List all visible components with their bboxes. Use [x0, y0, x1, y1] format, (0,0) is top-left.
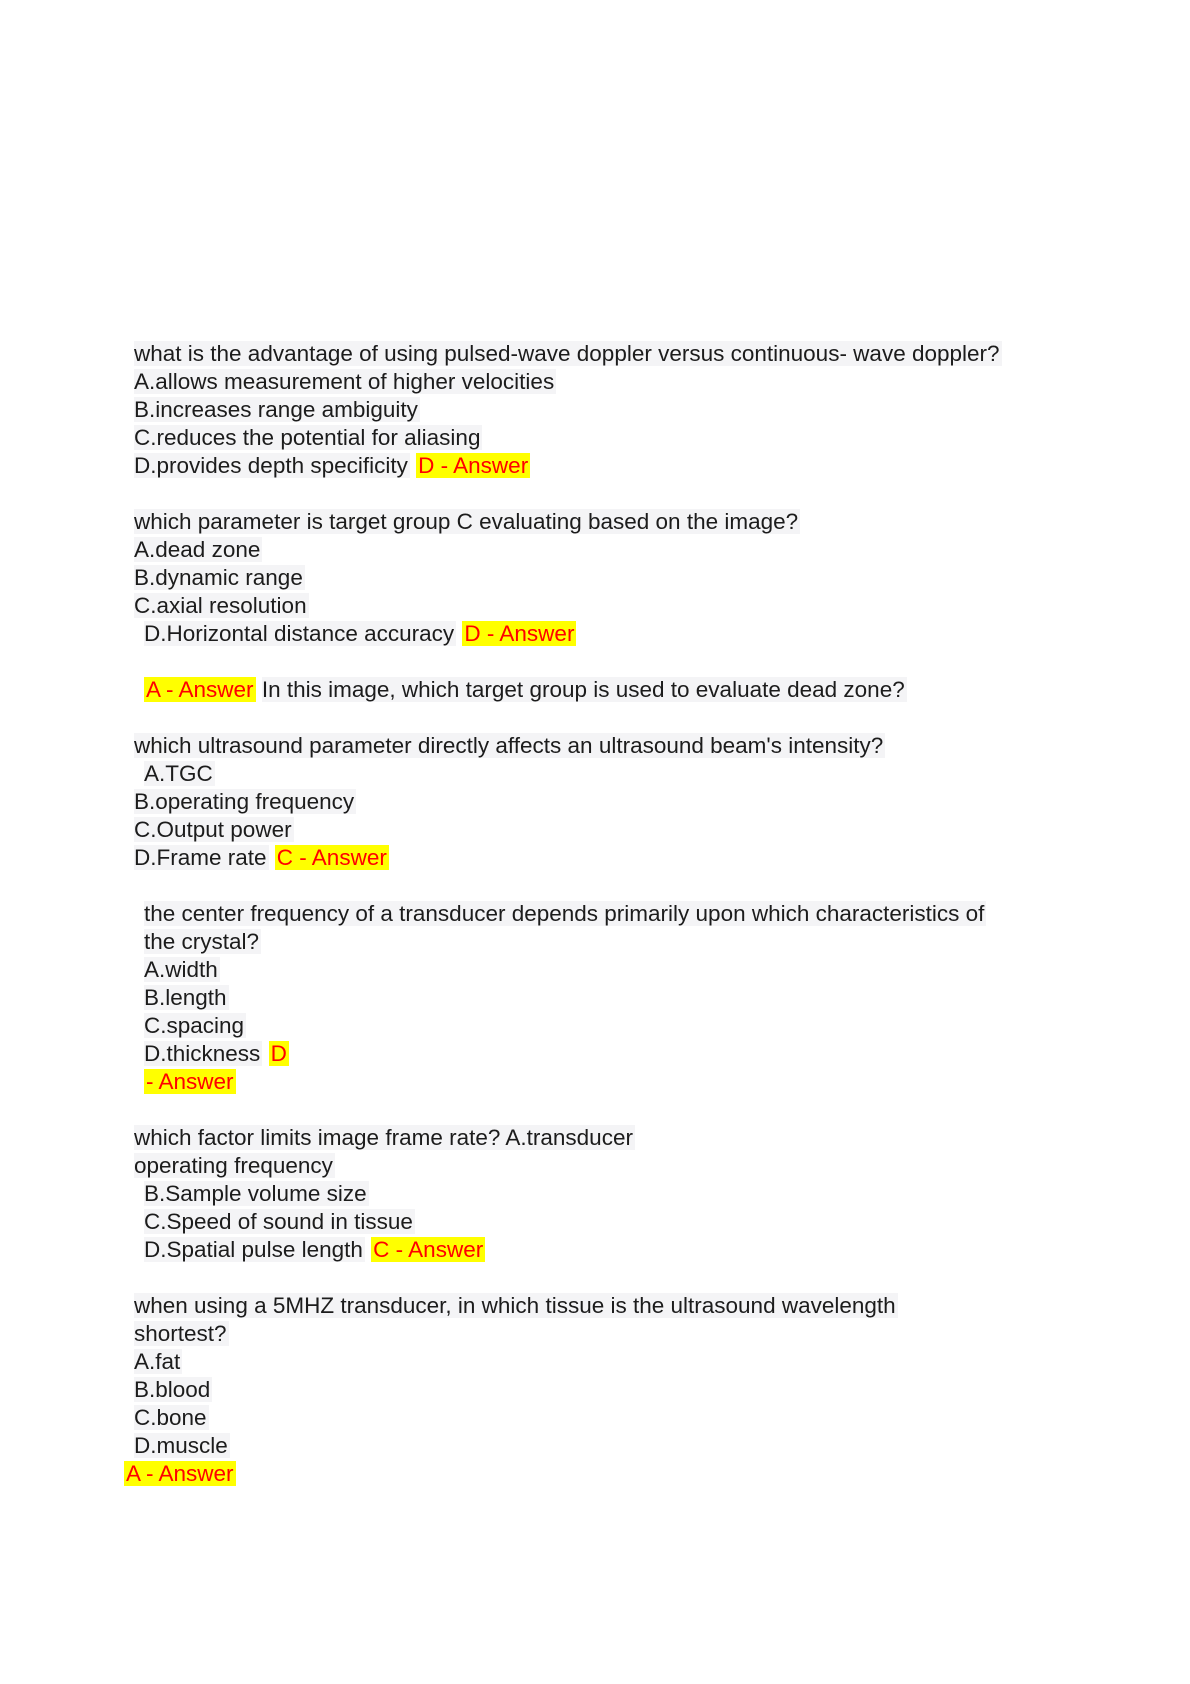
option-c: C.Speed of sound in tissue	[144, 1209, 413, 1234]
option-d: D.Spatial pulse length	[144, 1237, 363, 1262]
answer-highlight: C - Answer	[276, 845, 387, 870]
option-b: B.blood	[134, 1377, 211, 1402]
option-c: C.spacing	[144, 1013, 245, 1038]
question-text: when using a 5MHZ transducer, in which tissue is the ultrasound wavelength	[134, 1293, 896, 1318]
option-c: C.bone	[134, 1405, 207, 1430]
question-3	[134, 676, 1074, 704]
option-b: B.dynamic range	[134, 565, 303, 590]
question-5	[134, 900, 1074, 1096]
answer-highlight: A - Answer	[146, 677, 254, 702]
answer-highlight: C - Answer	[373, 1237, 484, 1262]
option-c: C.reduces the potential for aliasing	[134, 425, 481, 450]
option-c: C.Output power	[134, 817, 292, 842]
option-a: A.width	[144, 957, 218, 982]
question-text: which factor limits image frame rate? A.transducer	[134, 1125, 633, 1150]
answer-highlight-continued: - Answer	[146, 1069, 234, 1094]
question-text: the center frequency of a transducer depends primarily upon which characteristics of	[144, 901, 985, 926]
question-list	[126, 340, 1074, 1516]
option-b: B.Sample volume size	[144, 1181, 367, 1206]
question-6	[134, 1124, 1074, 1264]
answer-highlight: D - Answer	[464, 621, 575, 646]
question-text: what is the advantage of using pulsed-wave doppler versus continuous- wave doppler?	[134, 341, 1000, 366]
option-b: B.operating frequency	[134, 789, 355, 814]
option-d: D.Frame rate	[134, 845, 267, 870]
answer-highlight: A - Answer	[126, 1461, 234, 1486]
option-b: B.increases range ambiguity	[134, 397, 418, 422]
option-d: D.provides depth specificity	[134, 453, 408, 478]
option-a: A.dead zone	[134, 537, 261, 562]
question-4	[134, 732, 1074, 872]
option-a: A.fat	[134, 1349, 181, 1374]
question-text: which ultrasound parameter directly affects an ultrasound beam's intensity?	[134, 733, 884, 758]
question-text-continued: the crystal?	[144, 929, 260, 954]
option-d: D.muscle	[134, 1433, 228, 1458]
question-text-continued: operating frequency	[134, 1153, 333, 1178]
option-d: D.thickness	[144, 1041, 261, 1066]
option-a: A.TGC	[144, 761, 213, 786]
question-text-continued: shortest?	[134, 1321, 227, 1346]
option-c: C.axial resolution	[134, 593, 307, 618]
question-2	[134, 508, 1074, 648]
question-text: which parameter is target group C evaluating based on the image?	[134, 509, 799, 534]
question-1	[134, 340, 1074, 480]
option-b: B.length	[144, 985, 227, 1010]
answer-highlight: D	[270, 1041, 287, 1066]
question-text: In this image, which target group is used to evaluate dead zone?	[261, 677, 905, 702]
option-d: D.Horizontal distance accuracy	[144, 621, 455, 646]
answer-highlight: D - Answer	[418, 453, 529, 478]
question-7	[126, 1292, 1074, 1488]
option-a: A.allows measurement of higher velocities	[134, 369, 555, 394]
